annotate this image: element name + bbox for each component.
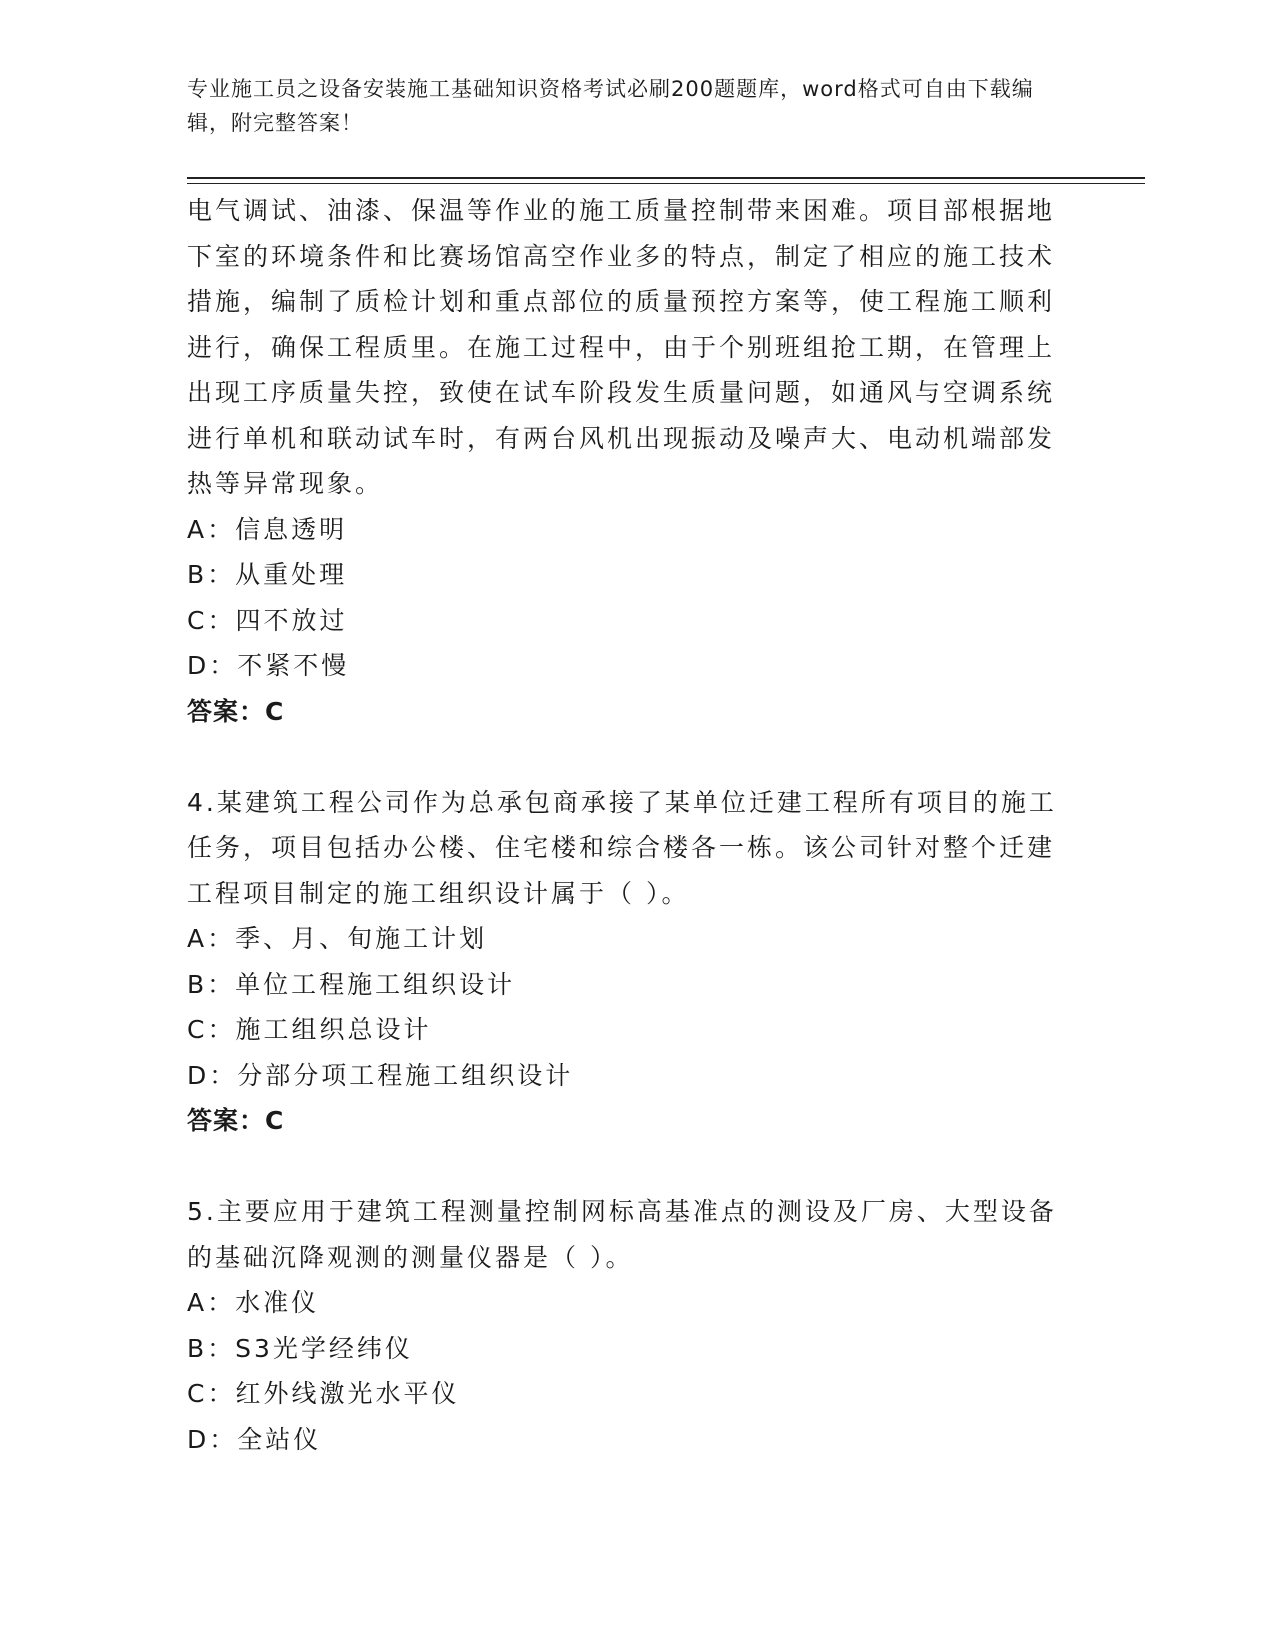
page-header: 专业施工员之设备安装施工基础知识资格考试必刷200题题库，word格式可自由下载编辑，附完整答案！ (187, 77, 1034, 135)
option-a: A：季、月、旬施工计划 (187, 924, 488, 953)
option-d: D：不紧不慢 (187, 651, 350, 680)
option-b: B：S3光学经纬仪 (187, 1333, 413, 1363)
option-b: B：从重处理 (187, 560, 348, 589)
question-stem: 5.主要应用于建筑工程测量控制网标高基准点的测设及厂房、大型设备的基础沉降观测的测量仪器是（ ）。 (187, 1197, 1057, 1272)
question-5 (187, 1189, 1067, 1462)
option-b: B：单位工程施工组织设计 (187, 969, 516, 999)
option-d: D：分部分项工程施工组织设计 (187, 1060, 574, 1090)
header-divider-thin (187, 183, 1145, 184)
spacer (187, 734, 1067, 780)
header-divider (187, 177, 1145, 179)
spacer (187, 1144, 1067, 1190)
option-d: D：全站仪 (187, 1424, 322, 1454)
question-3 (187, 188, 1067, 734)
option-a: A：信息透明 (187, 514, 348, 544)
option-c: C：施工组织总设计 (187, 1015, 432, 1044)
option-c: C：红外线激光水平仪 (187, 1379, 460, 1408)
answer: 答案：C (187, 696, 285, 726)
document-body (187, 188, 1067, 1462)
option-a: A：水准仪 (187, 1288, 320, 1317)
answer: 答案：C (187, 1106, 285, 1135)
question-stem-continuation: 电气调试、油漆、保温等作业的施工质量控制带来困难。项目部根据地下室的环境条件和比赛场馆高空作业多的特点，制定了相应的施工技术措施，编制了质检计划和重点部位的质量预控方案等，使工程施工顺利进行，确保工程质里。在施工过程中，由于个别班组抢工期，在管理上出现工序质量失控，致使在试车阶段发生质量问题，如通风与空调系统进行单机和联动试车时，有两台风机出现振动及噪声大、电动机端部发热等异常现象。 (187, 196, 1056, 498)
option-c: C：四不放过 (187, 605, 348, 635)
question-4 (187, 780, 1067, 1144)
question-stem: 4.某建筑工程公司作为总承包商承接了某单位迁建工程所有项目的施工任务，项目包括办公楼、住宅楼和综合楼各一栋。该公司针对整个迁建工程项目制定的施工组织设计属于（ ）。 (187, 787, 1057, 908)
